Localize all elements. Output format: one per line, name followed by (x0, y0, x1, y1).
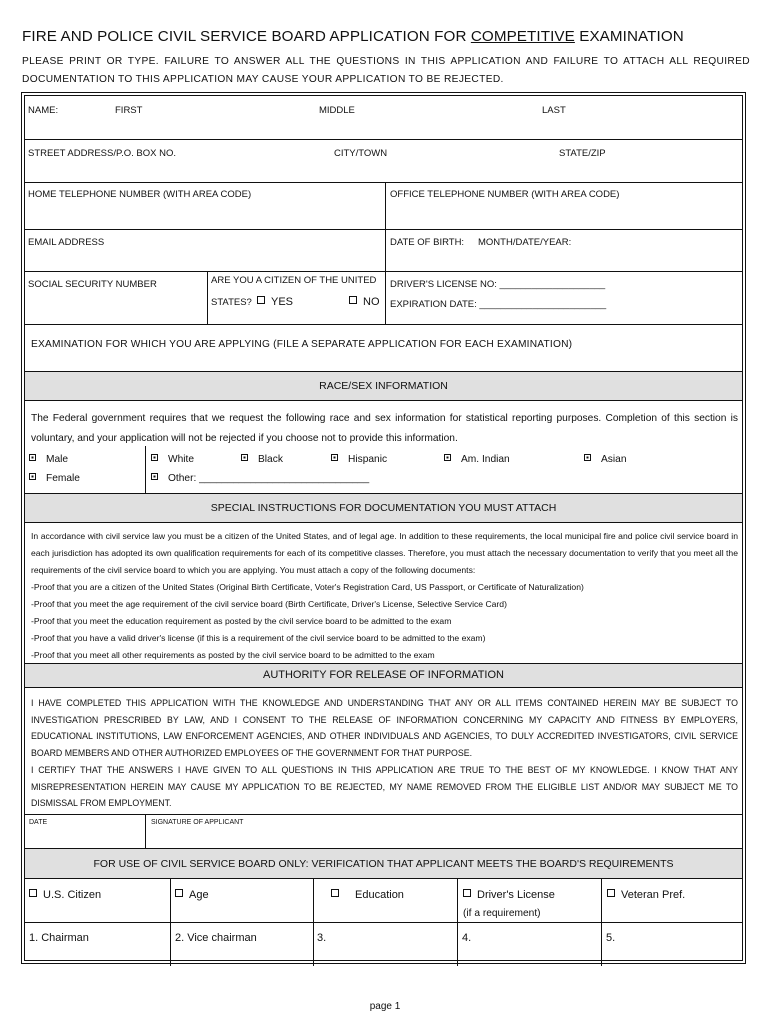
proof-age-item: -Proof that you meet the age requirement of the civil service board (Birth Certificate, Driver's License, Selective Service Card) (31, 599, 507, 609)
middle-name-label: MIDDLE (319, 105, 355, 116)
chairman-signature: 1. Chairman (29, 932, 89, 944)
ssn-label: SOCIAL SECURITY NUMBER (28, 279, 157, 290)
drivers-license-label: DRIVER'S LICENSE NO: ____________________ (390, 279, 606, 290)
no-checkbox[interactable] (349, 296, 357, 304)
hispanic-checkbox[interactable] (331, 454, 338, 461)
age-checkbox[interactable] (175, 889, 183, 897)
proof-other-item: -Proof that you meet all other requirements as posted by the civil service board to be admitted to the exam (31, 650, 435, 660)
am-indian-checkbox[interactable] (444, 454, 451, 461)
special-instructions-header: SPECIAL INSTRUCTIONS FOR DOCUMENTATION YOU MUST ATTACH (210, 502, 557, 514)
authority-header: AUTHORITY FOR RELEASE OF INFORMATION (262, 669, 504, 681)
citizen-question-line1: ARE YOU A CITIZEN OF THE UNITED (211, 275, 377, 286)
email-label: EMAIL ADDRESS (28, 237, 105, 248)
street-address-label: STREET ADDRESS/P.O. BOX NO. (28, 148, 176, 159)
intro-instructions: PLEASE PRINT OR TYPE. FAILURE TO ANSWER ALL THE QUESTIONS IN THIS APPLICATION AND FAILURE TO ATTACH ALL REQUIRED DOCUMENTATION TO THIS APPLICATION MAY CAUSE YOUR APPLICATION TO BE REJECTED. (22, 56, 750, 85)
member-5-signature: 5. (606, 932, 616, 944)
veteran-pref-checkbox[interactable] (607, 889, 615, 897)
examination-field[interactable] (25, 354, 744, 370)
citizen-yes-option[interactable]: YES (257, 296, 293, 308)
date-label: DATE (29, 819, 48, 826)
us-citizen-option[interactable]: U.S. Citizen (29, 889, 101, 901)
member-3-signature: 3. (317, 932, 327, 944)
black-checkbox[interactable] (241, 454, 248, 461)
city-label: CITY/TOWN (334, 148, 388, 159)
education-checkbox[interactable] (331, 889, 339, 897)
expiration-date-label: EXPIRATION DATE: ________________________ (390, 299, 607, 310)
proof-license-item: -Proof that you have a valid driver's license (if this is a requirement of the civil service board to be admitted to the exam) (31, 633, 486, 643)
black-option[interactable]: Black (241, 454, 283, 465)
asian-option[interactable]: Asian (584, 454, 626, 465)
dob-label: DATE OF BIRTH: (390, 237, 465, 248)
citizen-question-line2: STATES? (211, 297, 252, 308)
veteran-pref-option[interactable]: Veteran Pref. (607, 889, 685, 901)
address-field[interactable] (25, 160, 744, 181)
name-field[interactable] (25, 118, 744, 138)
male-option[interactable]: Male (29, 454, 68, 465)
female-checkbox[interactable] (29, 473, 36, 480)
state-zip-label: STATE/ZIP (559, 148, 606, 159)
asian-checkbox[interactable] (584, 454, 591, 461)
white-option[interactable]: White (151, 454, 194, 465)
authority-text (31, 695, 738, 812)
vice-chairman-signature: 2. Vice chairman (175, 932, 257, 944)
home-phone-field[interactable] (25, 202, 383, 228)
application-form (21, 92, 746, 964)
office-phone-field[interactable] (387, 202, 743, 228)
male-checkbox[interactable] (29, 454, 36, 461)
examination-label: EXAMINATION FOR WHICH YOU ARE APPLYING (FILE A SEPARATE APPLICATION FOR EACH EXAMINATION) (31, 339, 573, 350)
dob-format-label: MONTH/DATE/YEAR: (478, 237, 572, 248)
first-name-label: FIRST (115, 105, 143, 116)
board-use-header: FOR USE OF CIVIL SERVICE BOARD ONLY: VERIFICATION THAT APPLICANT MEETS THE BOARD'S REQUIREMENTS (93, 858, 674, 870)
am-indian-option[interactable]: Am. Indian (444, 454, 510, 465)
signature-field[interactable] (147, 829, 743, 847)
age-option[interactable]: Age (175, 889, 209, 901)
other-checkbox[interactable] (151, 473, 158, 480)
email-field[interactable] (25, 249, 383, 270)
date-field[interactable] (25, 829, 143, 847)
education-option[interactable]: Education (331, 889, 404, 901)
white-checkbox[interactable] (151, 454, 158, 461)
license-requirement-note: (if a requirement) (463, 908, 541, 919)
proof-education-item: -Proof that you meet the education requirement as posted by the civil service board to be admitted to the exam (31, 616, 452, 626)
name-label: NAME: (28, 105, 59, 116)
special-instructions-text: In accordance with civil service law you must be a citizen of the United States, and of legal age. In addition to these requirements, the local municipal fire and police civil service board in each jurisdiction has adopted its own qualification requirements for each of its competitive classes. Therefore, you must attach the necessary documentation to verify that you meet all the requirements of the civil service board to which you are applying. You must attach a copy of the following documents: -Proof that you are a citizen of the United States (Original Birth Certificate, Voter's Registration Card, US Passport, or Certificate of Naturalization) -Proof that you meet the age requirement of the civil service board (Birth Certificate, Driver's License, Selective Service Card) -Proof that you meet the education requirement as posted by the civil service board to be admitted to the exam -Proof that you have a valid driver's license (if this is a requirement of the civil service board to be admitted to the exam) -Proof that you meet all other requirements as posted by the civil service board to be admitted to the exam (31, 528, 738, 664)
yes-checkbox[interactable] (257, 296, 265, 304)
last-name-label: LAST (542, 105, 566, 116)
other-option[interactable]: Other: ______________________________ (151, 473, 369, 484)
competitive-underlined: COMPETITIVE (470, 28, 575, 45)
form-title: FIRE AND POLICE CIVIL SERVICE BOARD APPLICATION FOR COMPETITIVE EXAMINATION (22, 28, 684, 45)
female-option[interactable]: Female (29, 473, 80, 484)
race-sex-text: The Federal government requires that we request the following race and sex information for statistical reporting purposes. Completion of this section is voluntary, and your application will not be rejected if you choose not to provide this information. (31, 413, 738, 444)
signature-label: SIGNATURE OF APPLICANT (151, 819, 244, 826)
hispanic-option[interactable]: Hispanic (331, 454, 387, 465)
authority-consent: I HAVE COMPLETED THIS APPLICATION WITH THE KNOWLEDGE AND UNDERSTANDING THAT ANY OR ALL ITEMS CONTAINED HEREIN MAY BE SUBJECT TO INVESTIGATION PRESCRIBED BY LAW, AND I CONSENT TO THE RELEASE OF INFORMATION CONCERNING MY CAPACITY AND FITNESS BY EMPLOYERS, EDUCATIONAL INSTITUTIONS, LAW ENFORCEMENT AGENCIES, AND OTHER INDIVIDUALS AND AGENCIES, TO DULY ACCREDITED INVESTIGATORS, CIVIL SERVICE BOARD MEMBERS AND OTHER AUTHORIZED EMPLOYEES OF THE GOVERNMENT FOR THAT PURPOSE. (31, 698, 738, 759)
office-phone-label: OFFICE TELEPHONE NUMBER (WITH AREA CODE) (390, 189, 620, 200)
citizen-no-option[interactable]: NO (349, 296, 380, 308)
member-4-signature: 4. (462, 932, 472, 944)
us-citizen-checkbox[interactable] (29, 889, 37, 897)
page-number: page 1 (369, 1001, 401, 1012)
proof-citizen-item: -Proof that you are a citizen of the United States (Original Birth Certificate, Voter's Registration Card, US Passport, or Certificate of Naturalization) (31, 582, 584, 592)
home-phone-label: HOME TELEPHONE NUMBER (WITH AREA CODE) (28, 189, 252, 200)
drivers-license-option[interactable]: Driver's License (463, 889, 555, 901)
drivers-license-checkbox[interactable] (463, 889, 471, 897)
authority-certify: I CERTIFY THAT THE ANSWERS I HAVE GIVEN TO ALL QUESTIONS IN THIS APPLICATION ARE TRUE TO THE BEST OF MY KNOWLEDGE. I KNOW THAT ANY MISREPRESENTATION HEREIN MAY CAUSE MY APPLICATION TO BE REJECTED, MY NAME REMOVED FROM THE ELIGIBLE LIST AND/OR MAY SUBJECT ME TO DISMISSAL FROM EMPLOYMENT. (31, 764, 738, 809)
race-sex-header: RACE/SEX INFORMATION (319, 380, 448, 392)
